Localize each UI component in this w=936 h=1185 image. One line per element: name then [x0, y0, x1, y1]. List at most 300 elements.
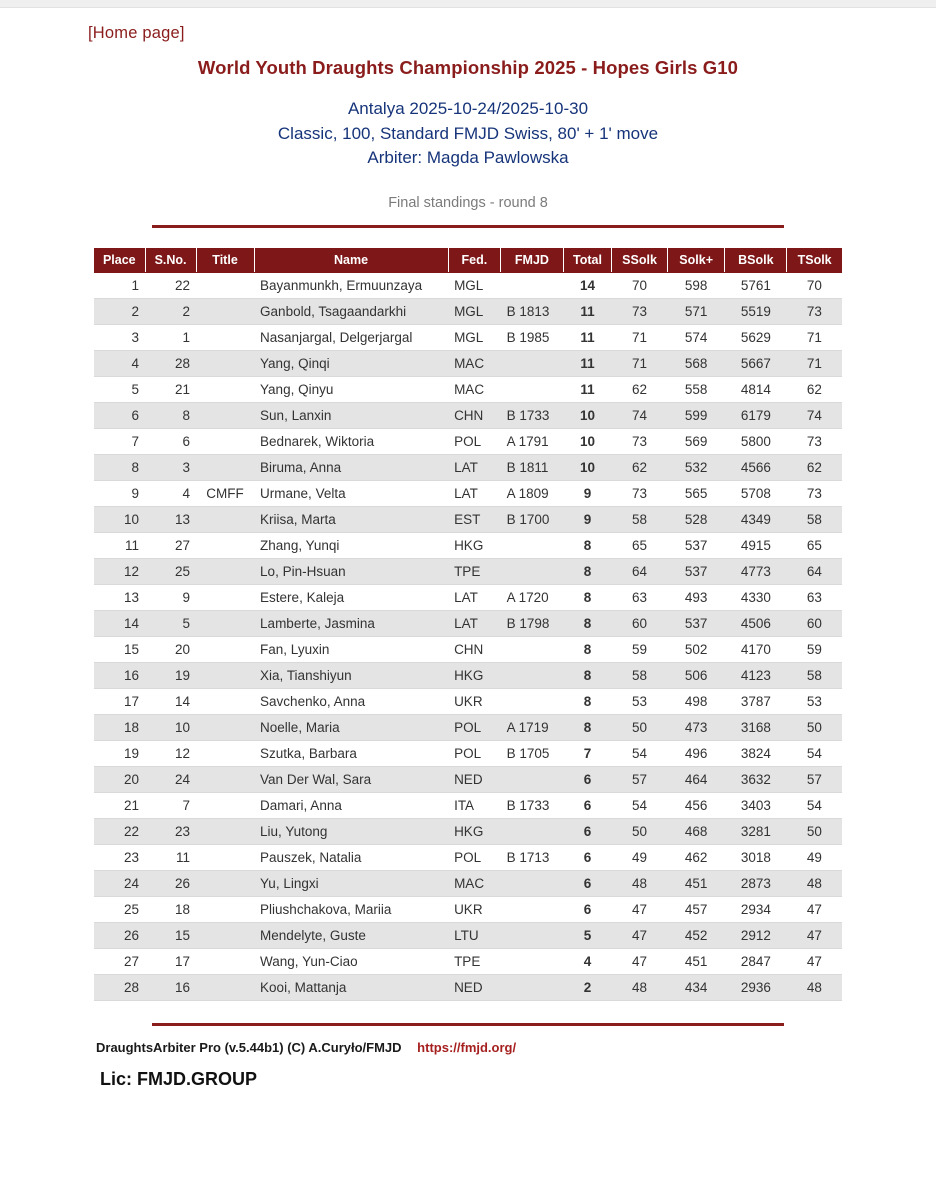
cell-title	[196, 350, 254, 376]
cell-place: 13	[94, 584, 145, 610]
cell-place: 22	[94, 818, 145, 844]
cell-bsolk: 5667	[725, 350, 787, 376]
table-row	[94, 870, 842, 896]
cell-fed: LTU	[448, 922, 501, 948]
cell-ssolk: 54	[612, 792, 668, 818]
cell-sno: 11	[145, 844, 196, 870]
cell-ssolk: 47	[612, 948, 668, 974]
cell-tsolk: 58	[787, 662, 842, 688]
column-header-total[interactable]: Total	[563, 248, 612, 273]
cell-tsolk: 48	[787, 974, 842, 1000]
cell-fmjd	[501, 948, 564, 974]
cell-bsolk: 3632	[725, 766, 787, 792]
cell-total: 6	[563, 844, 612, 870]
cell-fmjd: B 1705	[501, 740, 564, 766]
cell-ssolk: 47	[612, 896, 668, 922]
cell-sno: 18	[145, 896, 196, 922]
cell-fmjd: A 1791	[501, 428, 564, 454]
cell-sno: 17	[145, 948, 196, 974]
cell-total: 7	[563, 740, 612, 766]
cell-solkp: 456	[667, 792, 725, 818]
footer	[0, 1040, 936, 1055]
cell-ssolk: 57	[612, 766, 668, 792]
cell-tsolk: 73	[787, 480, 842, 506]
cell-tsolk: 64	[787, 558, 842, 584]
cell-name: Liu, Yutong	[254, 818, 448, 844]
cell-bsolk: 4170	[725, 636, 787, 662]
cell-total: 8	[563, 610, 612, 636]
cell-bsolk: 5629	[725, 324, 787, 350]
cell-sno: 12	[145, 740, 196, 766]
table-row	[94, 974, 842, 1000]
cell-place: 11	[94, 532, 145, 558]
cell-solkp: 468	[667, 818, 725, 844]
cell-title	[196, 844, 254, 870]
column-header-sno[interactable]: S.No.	[145, 248, 196, 273]
cell-total: 14	[563, 272, 612, 298]
cell-fed: LAT	[448, 454, 501, 480]
cell-fmjd: A 1719	[501, 714, 564, 740]
cell-ssolk: 73	[612, 480, 668, 506]
cell-ssolk: 49	[612, 844, 668, 870]
cell-total: 8	[563, 636, 612, 662]
cell-place: 2	[94, 298, 145, 324]
event-format: Classic, 100, Standard FMJD Swiss, 80' + 1' move	[277, 123, 659, 143]
cell-sno: 15	[145, 922, 196, 948]
cell-total: 8	[563, 584, 612, 610]
table-head	[94, 248, 842, 273]
cell-title	[196, 636, 254, 662]
column-header-title[interactable]: Title	[196, 248, 254, 273]
cell-fmjd: B 1985	[501, 324, 564, 350]
license-label: Lic: FMJD.GROUP	[100, 1068, 258, 1089]
cell-tsolk: 58	[787, 506, 842, 532]
cell-tsolk: 60	[787, 610, 842, 636]
cell-total: 9	[563, 480, 612, 506]
cell-solkp: 434	[667, 974, 725, 1000]
cell-name: Xia, Tianshiyun	[254, 662, 448, 688]
cell-ssolk: 47	[612, 922, 668, 948]
cell-title	[196, 402, 254, 428]
cell-ssolk: 64	[612, 558, 668, 584]
cell-place: 14	[94, 610, 145, 636]
cell-tsolk: 62	[787, 454, 842, 480]
cell-total: 8	[563, 688, 612, 714]
cell-bsolk: 6179	[725, 402, 787, 428]
cell-title	[196, 584, 254, 610]
cell-total: 10	[563, 428, 612, 454]
cell-sno: 16	[145, 974, 196, 1000]
cell-sno: 5	[145, 610, 196, 636]
cell-solkp: 506	[667, 662, 725, 688]
column-header-bsolk[interactable]: BSolk	[725, 248, 787, 273]
cell-place: 7	[94, 428, 145, 454]
cell-solkp: 532	[667, 454, 725, 480]
cell-fmjd	[501, 818, 564, 844]
cell-fmjd: B 1813	[501, 298, 564, 324]
cell-bsolk: 3168	[725, 714, 787, 740]
table-row	[94, 922, 842, 948]
cell-place: 20	[94, 766, 145, 792]
cell-solkp: 599	[667, 402, 725, 428]
cell-total: 8	[563, 714, 612, 740]
table-row	[94, 610, 842, 636]
cell-tsolk: 47	[787, 948, 842, 974]
cell-place: 24	[94, 870, 145, 896]
divider-bottom	[152, 1023, 784, 1026]
cell-fed: EST	[448, 506, 501, 532]
cell-bsolk: 2912	[725, 922, 787, 948]
cell-place: 12	[94, 558, 145, 584]
cell-ssolk: 71	[612, 324, 668, 350]
cell-name: Savchenko, Anna	[254, 688, 448, 714]
column-header-solkplus[interactable]: Solk+	[667, 248, 725, 273]
cell-fed: POL	[448, 740, 501, 766]
cell-name: Fan, Lyuxin	[254, 636, 448, 662]
cell-name: Bednarek, Wiktoria	[254, 428, 448, 454]
cell-fed: HKG	[448, 662, 501, 688]
event-details	[0, 97, 936, 171]
cell-solkp: 571	[667, 298, 725, 324]
column-header-fmjd[interactable]: FMJD	[501, 248, 564, 273]
cell-title	[196, 532, 254, 558]
page-title: World Youth Draughts Championship 2025 - Hopes Girls G10	[197, 57, 739, 78]
cell-solkp: 473	[667, 714, 725, 740]
home-page-link[interactable]: [Home page]	[88, 24, 185, 42]
table-row	[94, 324, 842, 350]
cell-name: Kriisa, Marta	[254, 506, 448, 532]
divider-top	[152, 225, 784, 228]
cell-total: 11	[563, 376, 612, 402]
cell-fmjd	[501, 688, 564, 714]
cell-name: Noelle, Maria	[254, 714, 448, 740]
cell-fed: UKR	[448, 896, 501, 922]
cell-name: Sun, Lanxin	[254, 402, 448, 428]
cell-ssolk: 50	[612, 714, 668, 740]
cell-fmjd: B 1700	[501, 506, 564, 532]
cell-fmjd	[501, 558, 564, 584]
cell-title	[196, 428, 254, 454]
cell-ssolk: 53	[612, 688, 668, 714]
table-row	[94, 818, 842, 844]
cell-solkp: 502	[667, 636, 725, 662]
cell-name: Wang, Yun-Ciao	[254, 948, 448, 974]
cell-name: Bayanmunkh, Ermuunzaya	[254, 272, 448, 298]
cell-bsolk: 5800	[725, 428, 787, 454]
cell-bsolk: 2847	[725, 948, 787, 974]
cell-fmjd: B 1713	[501, 844, 564, 870]
cell-sno: 10	[145, 714, 196, 740]
cell-solkp: 537	[667, 558, 725, 584]
cell-ssolk: 50	[612, 818, 668, 844]
cell-sno: 8	[145, 402, 196, 428]
cell-ssolk: 65	[612, 532, 668, 558]
browser-topbar	[0, 0, 936, 8]
cell-tsolk: 65	[787, 532, 842, 558]
column-header-name[interactable]: Name	[254, 248, 448, 273]
cell-fed: NED	[448, 974, 501, 1000]
cell-total: 6	[563, 818, 612, 844]
cell-fmjd	[501, 896, 564, 922]
cell-ssolk: 54	[612, 740, 668, 766]
cell-bsolk: 4123	[725, 662, 787, 688]
cell-name: Biruma, Anna	[254, 454, 448, 480]
cell-tsolk: 59	[787, 636, 842, 662]
cell-bsolk: 4506	[725, 610, 787, 636]
cell-title	[196, 766, 254, 792]
fmjd-link[interactable]: https://fmjd.org/	[417, 1039, 517, 1055]
table-row	[94, 662, 842, 688]
cell-title	[196, 558, 254, 584]
cell-fed: POL	[448, 714, 501, 740]
cell-solkp: 496	[667, 740, 725, 766]
cell-total: 6	[563, 766, 612, 792]
cell-ssolk: 62	[612, 454, 668, 480]
cell-fmjd	[501, 376, 564, 402]
cell-tsolk: 50	[787, 818, 842, 844]
cell-fmjd	[501, 532, 564, 558]
cell-solkp: 537	[667, 532, 725, 558]
cell-place: 17	[94, 688, 145, 714]
cell-tsolk: 54	[787, 740, 842, 766]
cell-sno: 28	[145, 350, 196, 376]
cell-title	[196, 896, 254, 922]
cell-total: 8	[563, 532, 612, 558]
cell-total: 11	[563, 298, 612, 324]
cell-sno: 4	[145, 480, 196, 506]
cell-solkp: 569	[667, 428, 725, 454]
cell-place: 28	[94, 974, 145, 1000]
cell-name: Mendelyte, Guste	[254, 922, 448, 948]
cell-bsolk: 4349	[725, 506, 787, 532]
cell-tsolk: 73	[787, 428, 842, 454]
cell-title	[196, 662, 254, 688]
cell-bsolk: 5708	[725, 480, 787, 506]
cell-solkp: 498	[667, 688, 725, 714]
cell-place: 26	[94, 922, 145, 948]
cell-sno: 20	[145, 636, 196, 662]
cell-sno: 21	[145, 376, 196, 402]
cell-total: 6	[563, 792, 612, 818]
table-row	[94, 896, 842, 922]
cell-bsolk: 3403	[725, 792, 787, 818]
cell-name: Damari, Anna	[254, 792, 448, 818]
cell-solkp: 452	[667, 922, 725, 948]
table-row	[94, 688, 842, 714]
cell-sno: 14	[145, 688, 196, 714]
event-arbiter: Arbiter: Magda Pawlowska	[367, 148, 569, 168]
cell-tsolk: 57	[787, 766, 842, 792]
cell-total: 10	[563, 454, 612, 480]
cell-tsolk: 47	[787, 922, 842, 948]
cell-place: 18	[94, 714, 145, 740]
cell-bsolk: 4330	[725, 584, 787, 610]
cell-ssolk: 62	[612, 376, 668, 402]
cell-ssolk: 71	[612, 350, 668, 376]
table-row	[94, 792, 842, 818]
cell-name: Urmane, Velta	[254, 480, 448, 506]
cell-title	[196, 454, 254, 480]
cell-name: Yang, Qinyu	[254, 376, 448, 402]
cell-place: 5	[94, 376, 145, 402]
cell-title	[196, 974, 254, 1000]
column-header-place[interactable]: Place	[94, 248, 145, 273]
cell-title	[196, 610, 254, 636]
cell-solkp: 528	[667, 506, 725, 532]
table-row	[94, 740, 842, 766]
cell-sno: 7	[145, 792, 196, 818]
cell-solkp: 464	[667, 766, 725, 792]
cell-fed: TPE	[448, 948, 501, 974]
cell-title	[196, 948, 254, 974]
cell-fed: LAT	[448, 480, 501, 506]
cell-title	[196, 714, 254, 740]
cell-fed: HKG	[448, 818, 501, 844]
column-header-ssolk[interactable]: SSolk	[612, 248, 668, 273]
cell-solkp: 451	[667, 870, 725, 896]
cell-name: Estere, Kaleja	[254, 584, 448, 610]
cell-place: 27	[94, 948, 145, 974]
cell-tsolk: 71	[787, 324, 842, 350]
cell-tsolk: 63	[787, 584, 842, 610]
standings-label: Final standings - round 8	[388, 194, 548, 211]
cell-bsolk: 3787	[725, 688, 787, 714]
cell-ssolk: 73	[612, 298, 668, 324]
cell-place: 9	[94, 480, 145, 506]
cell-sno: 27	[145, 532, 196, 558]
cell-name: Yu, Lingxi	[254, 870, 448, 896]
column-header-fed[interactable]: Fed.	[448, 248, 501, 273]
cell-title	[196, 298, 254, 324]
cell-fed: MAC	[448, 376, 501, 402]
cell-ssolk: 48	[612, 870, 668, 896]
table-row	[94, 480, 842, 506]
cell-solkp: 574	[667, 324, 725, 350]
cell-solkp: 493	[667, 584, 725, 610]
table-row	[94, 376, 842, 402]
cell-fmjd: B 1811	[501, 454, 564, 480]
cell-fed: LAT	[448, 584, 501, 610]
cell-fed: CHN	[448, 636, 501, 662]
cell-name: Pliushchakova, Mariia	[254, 896, 448, 922]
cell-title	[196, 818, 254, 844]
cell-name: Lamberte, Jasmina	[254, 610, 448, 636]
cell-fmjd: A 1809	[501, 480, 564, 506]
cell-title	[196, 870, 254, 896]
cell-bsolk: 3018	[725, 844, 787, 870]
cell-title	[196, 272, 254, 298]
cell-fed: ITA	[448, 792, 501, 818]
cell-tsolk: 53	[787, 688, 842, 714]
cell-total: 6	[563, 870, 612, 896]
cell-solkp: 462	[667, 844, 725, 870]
cell-place: 23	[94, 844, 145, 870]
cell-solkp: 558	[667, 376, 725, 402]
cell-title	[196, 792, 254, 818]
cell-name: Zhang, Yunqi	[254, 532, 448, 558]
table-row	[94, 844, 842, 870]
cell-fed: TPE	[448, 558, 501, 584]
cell-name: Kooi, Mattanja	[254, 974, 448, 1000]
cell-bsolk: 2873	[725, 870, 787, 896]
table-row	[94, 350, 842, 376]
cell-ssolk: 58	[612, 506, 668, 532]
cell-title	[196, 324, 254, 350]
cell-total: 5	[563, 922, 612, 948]
cell-fmjd: B 1733	[501, 402, 564, 428]
cell-fed: MAC	[448, 350, 501, 376]
column-header-tsolk[interactable]: TSolk	[787, 248, 842, 273]
cell-place: 16	[94, 662, 145, 688]
cell-ssolk: 73	[612, 428, 668, 454]
cell-tsolk: 54	[787, 792, 842, 818]
cell-sno: 19	[145, 662, 196, 688]
cell-tsolk: 62	[787, 376, 842, 402]
cell-place: 8	[94, 454, 145, 480]
cell-fed: CHN	[448, 402, 501, 428]
cell-title: CMFF	[196, 480, 254, 506]
cell-title	[196, 922, 254, 948]
table-row	[94, 766, 842, 792]
cell-sno: 23	[145, 818, 196, 844]
cell-fmjd: B 1733	[501, 792, 564, 818]
software-credit: DraughtsArbiter Pro (v.5.44b1) (C) A.Curyło/FMJD	[96, 1039, 402, 1055]
cell-place: 25	[94, 896, 145, 922]
table-row	[94, 636, 842, 662]
table-row	[94, 532, 842, 558]
cell-tsolk: 49	[787, 844, 842, 870]
cell-sno: 6	[145, 428, 196, 454]
cell-fmjd	[501, 870, 564, 896]
cell-fmjd: A 1720	[501, 584, 564, 610]
cell-sno: 26	[145, 870, 196, 896]
cell-fmjd	[501, 662, 564, 688]
cell-bsolk: 2936	[725, 974, 787, 1000]
cell-fmjd	[501, 272, 564, 298]
cell-ssolk: 59	[612, 636, 668, 662]
cell-place: 10	[94, 506, 145, 532]
cell-total: 8	[563, 662, 612, 688]
table-row	[94, 428, 842, 454]
cell-fmjd	[501, 766, 564, 792]
cell-total: 10	[563, 402, 612, 428]
cell-name: Nasanjargal, Delgerjargal	[254, 324, 448, 350]
table-row	[94, 584, 842, 610]
cell-solkp: 457	[667, 896, 725, 922]
cell-sno: 9	[145, 584, 196, 610]
table-row	[94, 298, 842, 324]
cell-total: 11	[563, 350, 612, 376]
table-row	[94, 506, 842, 532]
table-row	[94, 558, 842, 584]
cell-tsolk: 47	[787, 896, 842, 922]
page-bottom-spacer	[0, 1090, 936, 1116]
cell-tsolk: 70	[787, 272, 842, 298]
cell-ssolk: 74	[612, 402, 668, 428]
table-row	[94, 402, 842, 428]
cell-total: 11	[563, 324, 612, 350]
cell-fmjd	[501, 636, 564, 662]
table-row	[94, 714, 842, 740]
cell-name: Van Der Wal, Sara	[254, 766, 448, 792]
cell-sno: 3	[145, 454, 196, 480]
cell-bsolk: 4814	[725, 376, 787, 402]
cell-place: 1	[94, 272, 145, 298]
cell-name: Ganbold, Tsagaandarkhi	[254, 298, 448, 324]
cell-title	[196, 506, 254, 532]
cell-tsolk: 71	[787, 350, 842, 376]
table-body	[94, 272, 842, 1000]
